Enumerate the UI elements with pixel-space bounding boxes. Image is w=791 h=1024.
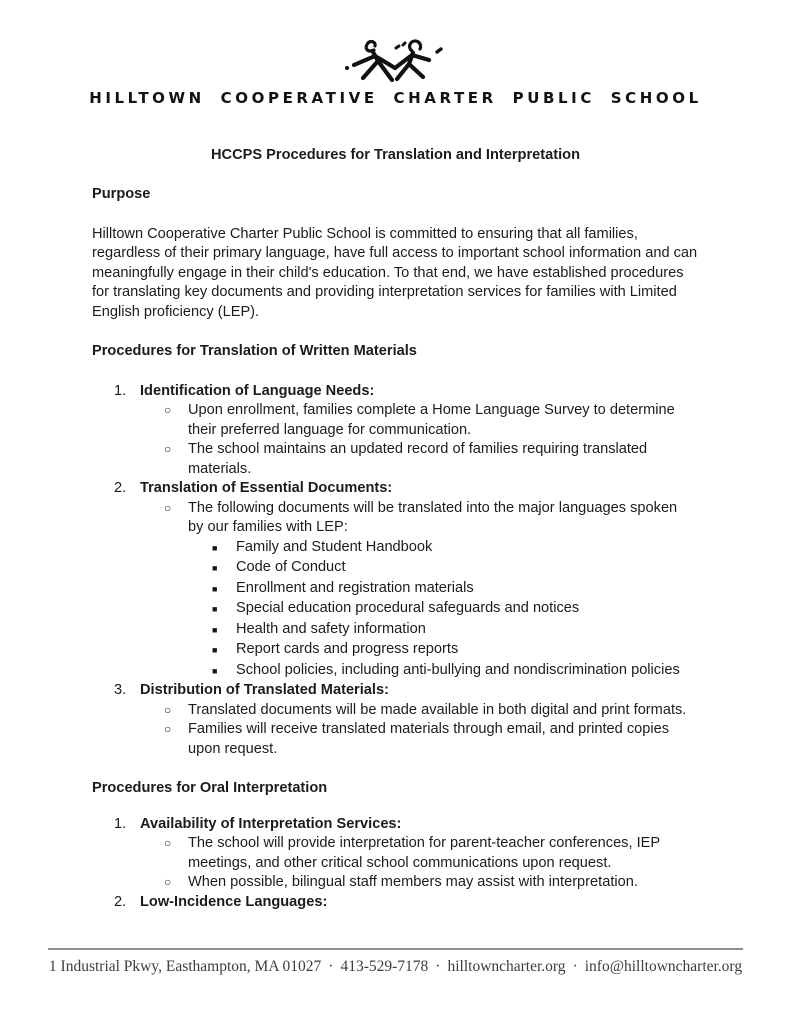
sub-bullet-item xyxy=(92,599,699,620)
bullet-item xyxy=(92,701,699,721)
footer-phone: 413-529-7178 xyxy=(340,958,429,975)
sub-bullet-item xyxy=(92,640,699,661)
item-title: Distribution of Translated Materials: xyxy=(140,682,389,698)
circle-bullet-icon: ○ xyxy=(164,500,172,515)
sub-bullet-text: Report cards and progress reports xyxy=(236,641,459,657)
bullet-item xyxy=(92,720,699,759)
sub-bullet-text: School policies, including anti-bullying and nondiscrimination policies xyxy=(236,661,680,678)
footer-rule xyxy=(48,948,743,950)
circle-bullet-icon: ○ xyxy=(164,442,172,456)
bullet-text: The following documents will be translated into the major languages spoken by our families with LEP: xyxy=(188,499,678,535)
item-number: 2. xyxy=(114,893,127,910)
sub-bullet-item xyxy=(92,558,699,579)
numbered-item xyxy=(92,681,699,701)
square-bullet-icon: ■ xyxy=(212,542,218,553)
sub-bullet-text: Health and safety information xyxy=(236,620,426,637)
footer-email: info@hilltowncharter.org xyxy=(584,958,743,975)
item-number: 1. xyxy=(114,815,127,832)
numbered-item xyxy=(92,479,699,499)
square-bullet-icon: ■ xyxy=(212,665,218,676)
footer-separator: · xyxy=(435,958,441,975)
footer-separator: · xyxy=(328,958,334,975)
bullet-text: When possible, bilingual staff members may assist with interpretation. xyxy=(188,874,638,890)
footer-website: hilltowncharter.org xyxy=(447,958,566,975)
translation-list xyxy=(92,382,699,760)
bullet-text: Families will receive translated materials through email, and printed copies upon request. xyxy=(188,721,670,757)
item-number: 2. xyxy=(114,480,127,496)
circle-bullet-icon: ○ xyxy=(164,702,172,717)
bullet-item xyxy=(92,401,699,440)
item-number: 3. xyxy=(114,682,127,698)
footer-separator: · xyxy=(572,958,578,975)
circle-bullet-icon: ○ xyxy=(164,875,172,889)
sub-bullet-text: Family and Student Handbook xyxy=(236,538,433,555)
interpretation-section-heading: Procedures for Oral Interpretation xyxy=(92,780,328,796)
sub-bullet-text: Special education procedural safeguards and notices xyxy=(236,600,580,616)
document-title: HCCPS Procedures for Translation and Interpretation xyxy=(211,146,580,163)
document-body xyxy=(0,146,791,913)
circle-bullet-icon: ○ xyxy=(164,403,172,417)
square-bullet-icon: ■ xyxy=(212,563,218,573)
bullet-item xyxy=(92,873,699,893)
bullet-text: Translated documents will be made available in both digital and print formats. xyxy=(188,701,687,718)
school-logo-icon xyxy=(340,38,452,86)
bullet-text: Upon enrollment, families complete a Home Language Survey to determine their preferred language for communication. xyxy=(188,402,675,438)
numbered-item xyxy=(92,382,699,402)
item-title: Low-Incidence Languages: xyxy=(140,893,328,910)
school-name: HILLTOWN COOPERATIVE CHARTER PUBLIC SCHOOL xyxy=(89,89,702,107)
sub-bullet-item xyxy=(92,579,699,600)
bullet-item xyxy=(92,834,699,873)
sub-bullet-item xyxy=(92,620,699,641)
purpose-paragraph: Hilltown Cooperative Charter Public School is committed to ensuring that all families, regardless of their primary language, have full access to important school information and can meaningfully engage in their child's education. To that end, we have established procedures for translating key documents and providing interpretation services for families with Limited English proficiency (LEP). xyxy=(92,225,698,320)
sub-bullet-text: Code of Conduct xyxy=(236,559,346,575)
item-title: Translation of Essential Documents: xyxy=(140,480,393,496)
sub-bullet-item xyxy=(92,661,699,682)
interpretation-list xyxy=(92,815,699,913)
sub-bullet-text: Enrollment and registration materials xyxy=(236,579,474,596)
letterhead xyxy=(0,0,791,109)
square-bullet-icon: ■ xyxy=(212,624,218,635)
item-title: Identification of Language Needs: xyxy=(140,382,375,399)
purpose-heading: Purpose xyxy=(92,186,151,202)
square-bullet-icon: ■ xyxy=(212,604,218,614)
item-title: Availability of Interpretation Services: xyxy=(140,815,402,832)
circle-bullet-icon: ○ xyxy=(164,836,172,850)
footer xyxy=(0,957,791,977)
bullet-item xyxy=(92,499,699,538)
numbered-item xyxy=(92,893,699,913)
numbered-item xyxy=(92,815,699,835)
footer-address: 1 Industrial Pkwy, Easthampton, MA 01027 xyxy=(48,958,322,975)
sub-bullet-item xyxy=(92,538,699,559)
bullet-text: The school maintains an updated record of families requiring translated materials. xyxy=(188,441,648,477)
square-bullet-icon: ■ xyxy=(212,583,218,594)
circle-bullet-icon: ○ xyxy=(164,722,172,736)
item-number: 1. xyxy=(114,382,127,399)
bullet-item xyxy=(92,440,699,479)
square-bullet-icon: ■ xyxy=(212,645,218,655)
translation-section-heading: Procedures for Translation of Written Materials xyxy=(92,343,417,359)
bullet-text: The school will provide interpretation for parent-teacher conferences, IEP meetings, and other critical school communications upon request. xyxy=(188,835,660,871)
